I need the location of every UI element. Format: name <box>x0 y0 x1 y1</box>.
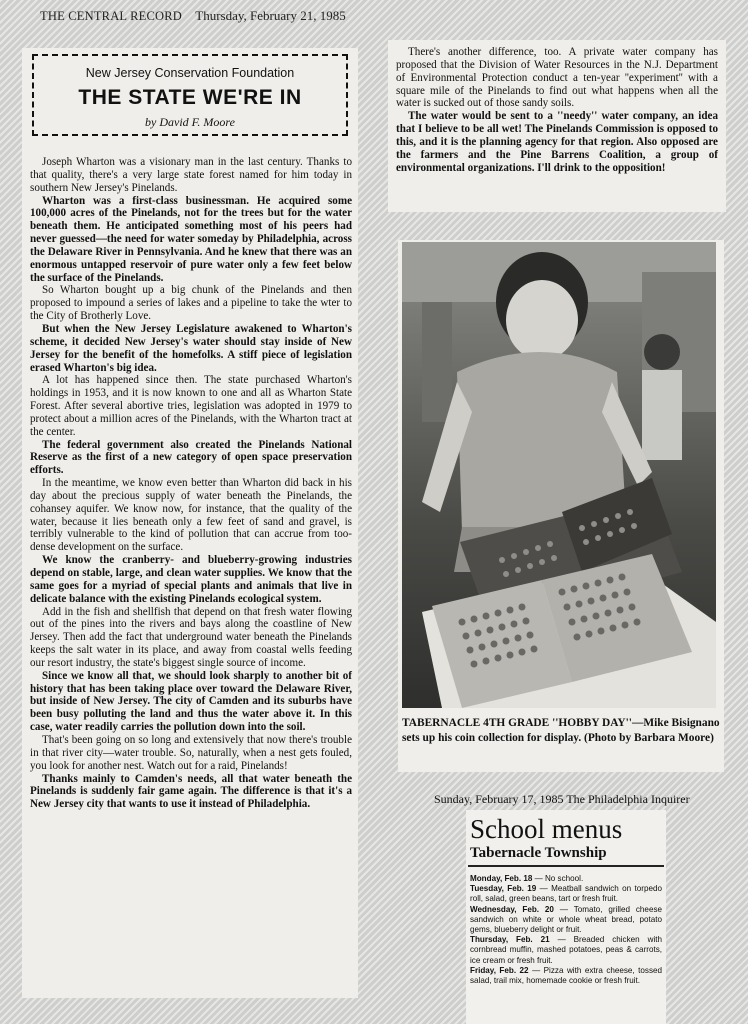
menu-item-day: Monday, Feb. 18 <box>470 874 533 883</box>
photo-clipping <box>398 240 724 772</box>
menus-box <box>466 810 666 1024</box>
menus-title: School menus <box>470 814 623 844</box>
photo-caption: TABERNACLE 4TH GRADE ''HOBBY DAY''—Mike Bisignano sets up his coin collection for display. (Photo by Barbara Moore) <box>402 717 720 744</box>
article-paragraph: A lot has happened since then. The state purchased Wharton's holdings in 1953, and it is now known to one and all as Wharton State Forest. After several abortive tries, legislation was adopted in 1979 to protect about a million acres of the Pinelands, with the Wharton tract at the center. <box>30 374 352 438</box>
menu-item <box>470 874 662 884</box>
menu-item-day: Wednesday, Feb. 20 <box>470 904 554 914</box>
menu-item <box>470 966 662 986</box>
column-organization: New Jersey Conservation Foundation <box>85 66 295 80</box>
menu-item-text: — Pizza with extra cheese, tossed salad, trail mix, homemade cookie or fresh fruit. <box>470 965 663 986</box>
article-paragraph: In the meantime, we know even better than Wharton did back in his day about the precious supply of water beneath the Pinelands, the cohansey aquifer. We know now, for instance, that the quality of the water, because it lies beneath only a few feet of sand and gravel, is terribly vulnerable to the kind of pollution that can accrue from too-dense development on the surface. <box>30 477 352 554</box>
menus-dateline: Sunday, February 17, 1985 The Philadelphia Inquirer <box>434 792 690 806</box>
menu-item <box>470 935 662 966</box>
column-header-box <box>32 54 348 136</box>
menu-item-day: Thursday, Feb. 21 <box>470 935 550 945</box>
menu-item-text: — Tomato, grilled cheese sandwich on white or whole wheat bread, potato gems, blueberry delight or fruit. <box>470 904 662 935</box>
menu-item <box>470 884 662 904</box>
article-continuation <box>396 46 718 174</box>
article-paragraph: The federal government also created the Pinelands National Reserve as the first of a new category of open space preservation efforts. <box>30 438 352 477</box>
article-paragraph: Joseph Wharton was a visionary man in the last century. Thanks to that quality, there's a very large state forest named for him today in southern New Jersey's Pinelands. <box>30 156 352 194</box>
menus-subtitle: Tabernacle Township <box>470 845 607 861</box>
article-continuation-clipping <box>388 40 726 212</box>
menus-list <box>470 874 662 986</box>
article-paragraph: But when the New Jersey Legislature awakened to Wharton's scheme, it decided New Jersey's water should stay inside of New Jersey for the benefit of the homefolks. A stiff piece of legislation erased Wharton's big idea. <box>30 322 352 374</box>
newspaper-dateline <box>40 8 346 24</box>
coin-collection-photo <box>402 242 716 708</box>
menu-item-text: — Breaded chicken with cornbread muffin, mashed potatoes, peas & carrots, ice cream or fresh fruit. <box>470 935 662 965</box>
article-paragraph: That's been going on so long and extensively that now there's trouble in that river city—water trouble. So, naturally, when a nest gets fouled, you look for another nest. Watch out for a raid, Pinelands! <box>30 733 352 772</box>
article-paragraph: The water would be sent to a ''needy'' water company, an idea that I believe to be all wet! The Pinelands Commission is opposed to this, and it is the planning agency for that region. Also opposed are the farmers and the Pine Barrens Coalition, a group of environmental organizations. I'll drink to the opposition! <box>396 110 718 174</box>
photo-illustration <box>402 242 716 708</box>
article-paragraph: Thanks mainly to Camden's needs, all that water beneath the Pinelands is suddenly fair game again. The difference is that it's a New Jersey city that wants to use it instead of Philadelphia. <box>30 772 352 811</box>
column-byline: by David F. Moore <box>145 115 235 129</box>
article-body <box>30 156 352 811</box>
newspaper-date: Thursday, February 21, 1985 <box>195 8 346 23</box>
menu-item-day: Friday, Feb. 22 <box>470 965 529 975</box>
menu-item <box>470 905 662 936</box>
menu-item-day: Tuesday, Feb. 19 <box>470 884 537 894</box>
article-paragraph: Add in the fish and shellfish that depend on that fresh water flowing out of the pines into the rivers and bays along the coastline of New Jersey. Then add the fact that underground water beneath the Pinelands keeps the salt water in its place, and away from coastal wells feeding our resort industry, the state's biggest single source of income. <box>30 605 352 669</box>
menu-item-text: — Meatball sandwich on torpedo roll, salad, green beans, tart or fresh fruit. <box>470 884 662 904</box>
article-paragraph: Since we know all that, we should look sharply to another bit of history that has been taking place over toward the Delaware River, but inside of New Jersey. The city of Camden and its suburbs have been busy polluting the land and thus the water above it. In this case, water readily carries the pollution down into the soil. <box>30 669 352 734</box>
menus-divider <box>468 865 664 867</box>
menu-item-text: — No school. <box>532 874 584 883</box>
newspaper-name: THE CENTRAL RECORD <box>40 9 183 23</box>
column-clipping <box>22 48 358 998</box>
article-paragraph: So Wharton bought up a big chunk of the Pinelands and then proposed to impound a series of lakes and a pipeline to take the wter to the City of Brotherly Love. <box>30 284 352 323</box>
school-menus-clipping <box>434 788 734 1024</box>
article-paragraph: We know the cranberry- and blueberry-growing industries depend on stable, large, and clean water supplies. We know that the same goes for a myriad of special plants and animals that live in delicate balance with the existing Pinelands ecological system. <box>30 554 352 605</box>
article-paragraph: Wharton was a first-class businessman. He acquired some 100,000 acres of the Pinelands, not for the trees but for the water beneath them. He anticipated something most of his peers had never guessed—the need for water someday by Philadelphia, across the Delaware River in Pennsylvania. And he knew that there was an enormous untapped reservoir of pure water only a few feet below the surface of the Pinelands. <box>30 194 352 284</box>
article-paragraph: There's another difference, too. A private water company has proposed that the Division of Water Resources in the N.J. Department of Environmental Protection conduct a ten-year ''experiment'' with a square mile of the Pinelands to find out what happens when all the water is sucked out of those sandy soils. <box>396 46 718 110</box>
column-title: THE STATE WE'RE IN <box>78 86 302 109</box>
